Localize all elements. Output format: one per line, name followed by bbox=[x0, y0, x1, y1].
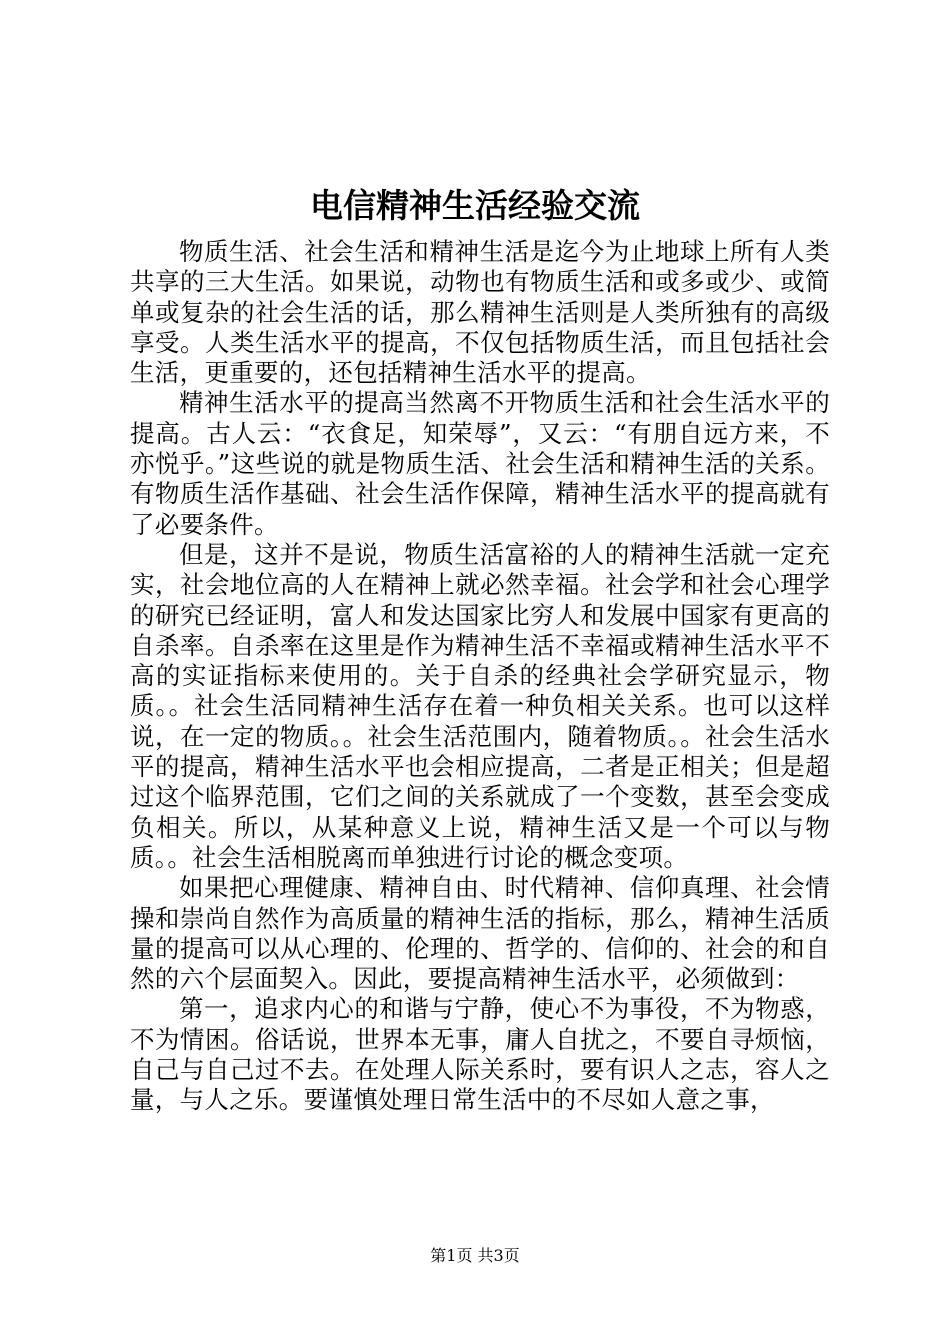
paragraph-2: 精神生活水平的提高当然离不开物质生活和社会生活水平的提高。古人云：“衣食足，知荣辱”，又云：“有朋自远方来，不亦悦乎。”这些说的就是物质生活、社会生活和精神生活的关系。有物质生活作基础、社会生活作保障，精神生活水平的提高就有了必要条件。 bbox=[130, 388, 830, 539]
paragraph-5: 第一，追求内心的和谐与宁静，使心不为事役，不为物惑，不为情困。俗话说，世界本无事，庸人自扰之，不要自寻烦恼，自己与自己过不去。在处理人际关系时，要有识人之志，容人之量，与人之乐。要谨慎处理日常生活中的不尽如人意之事， bbox=[130, 994, 830, 1115]
document-title: 电信精神生活经验交流 bbox=[310, 186, 640, 225]
paragraph-1: 物质生活、社会生活和精神生活是迄今为止地球上所有人类共享的三大生活。如果说，动物也有物质生活和或多或少、或简单或复杂的社会生活的话，那么精神生活则是人类所独有的高级享受。人类生活水平的提高，不仅包括物质生活，而且包括社会生活，更重要的，还包括精神生活水平的提高。 bbox=[130, 237, 830, 388]
document-body bbox=[130, 237, 830, 1116]
page-footer: 第1页 共3页 bbox=[430, 1246, 520, 1265]
paragraph-3: 但是，这并不是说，物质生活富裕的人的精神生活就一定充实，社会地位高的人在精神上就必然幸福。社会学和社会心理学的研究已经证明，富人和发达国家比穷人和发展中国家有更高的自杀率。自杀率在这里是作为精神生活不幸福或精神生活水平不高的实证指标来使用的。关于自杀的经典社会学研究显示，物质。。社会生活同精神生活存在着一种负相关关系。也可以这样说，在一定的物质。。社会生活范围内，随着物质。。社会生活水平的提高，精神生活水平也会相应提高，二者是正相关；但是超过这个临界范围，它们之间的关系就成了一个变数，甚至会变成负相关。所以，从某种意义上说，精神生活又是一个可以与物质。。社会生活相脱离而单独进行讨论的概念变项。 bbox=[130, 539, 830, 872]
paragraph-4: 如果把心理健康、精神自由、时代精神、信仰真理、社会情操和崇尚自然作为高质量的精神生活的指标，那么，精神生活质量的提高可以从心理的、伦理的、哲学的、信仰的、社会的和自然的六个层面契入。因此，要提高精神生活水平，必须做到： bbox=[130, 873, 830, 994]
